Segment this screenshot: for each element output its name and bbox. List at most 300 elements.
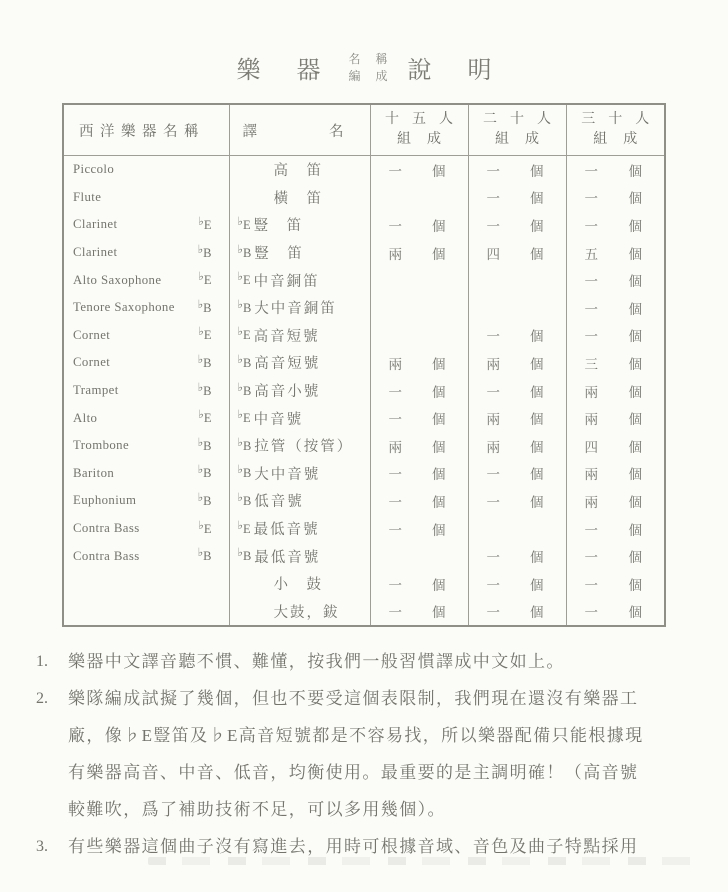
count-15	[371, 601, 468, 621]
flat-icon: ♭	[197, 491, 204, 504]
count-number: 一	[584, 329, 598, 345]
count-unit: 個	[432, 467, 446, 483]
count-number: 兩	[486, 439, 500, 455]
footnote-line: 樂隊編成試擬了幾個，但也不要受這個表限制，我們現在還沒有樂器工	[68, 689, 639, 708]
table-row	[63, 542, 665, 570]
translation-text: 橫 笛	[273, 190, 323, 207]
count-20	[469, 243, 566, 263]
flat-key-letter: E	[203, 411, 212, 426]
western-name-cell	[63, 239, 229, 267]
instrument-table-body	[63, 156, 665, 627]
instrument-english-name: Cornet	[73, 327, 111, 342]
translation-text: 高音小號	[254, 384, 321, 401]
count-unit: 個	[628, 577, 642, 593]
flat-icon: ♭	[197, 298, 204, 311]
count-number: 一	[486, 218, 500, 234]
table-row	[63, 598, 665, 627]
flat-key-letter: E	[242, 411, 251, 426]
western-name-cell	[63, 515, 229, 543]
translation-text: 高 笛	[273, 163, 323, 180]
table-row	[63, 487, 665, 515]
count-30	[567, 463, 665, 483]
count-30	[567, 381, 665, 401]
translation-cell	[229, 515, 370, 543]
flat-icon: ♭	[197, 353, 204, 366]
count-number: 一	[388, 384, 402, 400]
flat-icon: ♭	[197, 381, 204, 394]
flat-key-letter: B	[203, 245, 212, 260]
translation-text: 最低音號	[253, 522, 320, 539]
count-15	[371, 381, 468, 401]
flat-e-symbol	[238, 520, 251, 538]
flat-key-letter: B	[203, 355, 212, 370]
instrument-english-name: Cornet	[73, 355, 111, 370]
flat-icon: ♭	[237, 547, 243, 560]
footnote-number: 1.	[36, 653, 48, 670]
count-unit: 個	[432, 218, 446, 234]
count-unit: 個	[530, 577, 544, 593]
table-row	[63, 570, 665, 598]
flat-e-symbol	[198, 409, 211, 427]
count-20	[469, 215, 566, 235]
count-20	[469, 408, 566, 428]
translation-cell	[229, 184, 370, 212]
translation-cell	[229, 322, 370, 350]
count-unit: 個	[530, 384, 544, 400]
flat-b-symbol	[198, 437, 212, 455]
translation-cell	[229, 377, 370, 405]
count-unit: 個	[432, 246, 446, 262]
footnote-number: 3.	[36, 838, 48, 855]
flat-key-letter: B	[203, 466, 212, 481]
count-unit: 個	[530, 467, 544, 483]
translation-text: 最低音號	[254, 549, 321, 566]
count-unit: 個	[530, 218, 544, 234]
western-name-cell	[63, 266, 229, 294]
count-number: 一	[388, 412, 402, 428]
table-row	[63, 156, 665, 184]
cutoff-text-line	[148, 857, 692, 865]
count-number: 一	[584, 522, 598, 538]
count-number: 一	[584, 274, 598, 290]
flat-key-letter: B	[203, 300, 212, 315]
translation-cell	[229, 404, 370, 432]
instrument-english-name: Piccolo	[73, 162, 115, 177]
count-number: 一	[486, 605, 500, 621]
flat-key-letter: B	[203, 383, 212, 398]
count-number: 一	[486, 550, 500, 566]
count-number: 一	[388, 494, 402, 510]
flat-icon: ♭	[197, 464, 204, 477]
flat-icon: ♭	[198, 271, 204, 284]
flat-e-symbol	[198, 326, 211, 344]
count-unit: 個	[628, 439, 642, 455]
flat-b-symbol	[238, 437, 252, 455]
flat-icon: ♭	[237, 491, 243, 504]
count-unit: 個	[628, 467, 642, 483]
translation-cell	[229, 294, 370, 322]
count-unit: 個	[530, 329, 544, 345]
count-20	[469, 601, 566, 621]
table-row	[63, 515, 665, 543]
translation-text: 中音號	[253, 411, 304, 428]
flat-e-symbol	[238, 271, 251, 289]
count-30	[567, 519, 665, 539]
instrument-english-name: Trampet	[73, 383, 119, 398]
count-number: 一	[486, 467, 500, 483]
count-number: 一	[584, 577, 598, 593]
count-unit: 個	[628, 522, 642, 538]
count-number: 一	[584, 163, 598, 179]
count-30	[567, 298, 665, 318]
count-number: 一	[486, 384, 500, 400]
translation-cell	[229, 156, 370, 184]
count-unit: 個	[628, 191, 642, 207]
count-unit: 個	[530, 439, 544, 455]
translation-text: 大鼓，鈸	[273, 604, 340, 621]
translation-text: 拉管（按管）	[254, 439, 354, 456]
count-number: 一	[388, 218, 402, 234]
flat-icon: ♭	[198, 409, 204, 422]
flat-icon: ♭	[237, 326, 243, 339]
translation-text: 小 鼓	[273, 577, 323, 594]
flat-b-symbol	[238, 547, 252, 565]
translation-cell	[229, 211, 370, 239]
instrument-english-name: Trombone	[73, 438, 130, 453]
instrument-english-name: Contra Bass	[73, 521, 140, 536]
footnote-text	[68, 680, 702, 828]
count-number: 兩	[584, 412, 598, 428]
translation-text: 中音銅笛	[253, 273, 320, 290]
translation-text: 豎 笛	[253, 218, 304, 235]
western-name-cell	[63, 211, 229, 239]
count-number: 四	[486, 246, 500, 262]
flat-key-letter: E	[242, 521, 251, 536]
count-number: 一	[584, 301, 598, 317]
count-15	[371, 243, 468, 263]
flat-key-letter: E	[242, 328, 251, 343]
count-number: 兩	[584, 384, 598, 400]
flat-icon: ♭	[237, 243, 243, 256]
flat-e-symbol	[238, 326, 251, 344]
count-20	[469, 463, 566, 483]
count-number: 一	[486, 329, 500, 345]
western-name-cell	[63, 598, 229, 627]
instrument-english-name: Tenore Saxophone	[73, 300, 175, 315]
flat-e-symbol	[238, 216, 251, 234]
count-30	[567, 353, 665, 373]
count-number: 一	[584, 605, 598, 621]
count-number: 一	[388, 577, 402, 593]
flat-b-symbol	[238, 492, 252, 510]
count-unit: 個	[530, 191, 544, 207]
instrument-english-name: Flute	[73, 189, 102, 204]
count-20	[469, 574, 566, 594]
translation-text: 大中音銅笛	[254, 301, 337, 318]
footnote-text	[68, 643, 702, 680]
count-unit: 個	[530, 163, 544, 179]
flat-key-letter: B	[203, 493, 212, 508]
instrument-english-name: Clarinet	[73, 217, 118, 232]
count-20	[469, 546, 566, 566]
count-30	[567, 325, 665, 345]
count-15	[371, 353, 468, 373]
flat-b-symbol	[198, 382, 212, 400]
count-unit: 個	[530, 412, 544, 428]
footnote-line: 有樂器高音、中音、低音，均衡使用。最重要的是主調明確！（高音號	[68, 763, 639, 782]
flat-key-letter: B	[203, 549, 212, 564]
count-unit: 個	[530, 550, 544, 566]
flat-icon: ♭	[197, 243, 204, 256]
count-15	[371, 574, 468, 594]
count-number: 一	[486, 577, 500, 593]
flat-b-symbol	[238, 244, 252, 262]
translation-cell	[229, 349, 370, 377]
count-number: 兩	[388, 246, 402, 262]
table-row	[63, 239, 665, 267]
count-unit: 個	[432, 412, 446, 428]
count-number: 三	[584, 356, 598, 372]
count-number: 兩	[486, 412, 500, 428]
flat-key-letter: B	[203, 438, 212, 453]
instrument-english-name: Euphonium	[73, 493, 137, 508]
instrument-english-name: Alto	[73, 410, 98, 425]
count-20	[469, 353, 566, 373]
western-name-cell	[63, 156, 229, 184]
count-number: 兩	[388, 439, 402, 455]
table-header-row	[63, 104, 665, 156]
count-unit: 個	[628, 412, 642, 428]
footnotes	[36, 643, 702, 865]
title-small-bottom: 編成	[348, 68, 403, 83]
western-name-cell	[63, 322, 229, 350]
footnote-line: 較難吹，爲了補助技術不足，可以多用幾個）。	[68, 800, 446, 819]
count-number: 兩	[584, 467, 598, 483]
count-unit: 個	[432, 384, 446, 400]
count-unit: 個	[628, 274, 642, 290]
western-name-cell	[63, 404, 229, 432]
count-unit: 個	[628, 356, 642, 372]
count-number: 兩	[486, 356, 500, 372]
count-30	[567, 601, 665, 621]
flat-e-symbol	[198, 216, 211, 234]
translation-cell	[229, 460, 370, 488]
flat-key-letter: B	[242, 466, 252, 481]
flat-b-symbol	[238, 464, 252, 482]
table-row	[63, 294, 665, 322]
title-main-left: 樂器	[236, 57, 357, 84]
translation-cell	[229, 487, 370, 515]
table-row	[63, 184, 665, 212]
flat-key-letter: B	[242, 245, 252, 260]
count-unit: 個	[530, 605, 544, 621]
count-30	[567, 491, 665, 511]
western-name-cell	[63, 294, 229, 322]
col-header-group-20: 二十人 組成	[468, 104, 566, 156]
flat-icon: ♭	[237, 409, 243, 422]
footnote-line: 樂器中文譯音聽不慣、難懂，按我們一般習慣譯成中文如上。	[68, 652, 565, 671]
instrument-english-name: Alto Saxophone	[73, 272, 162, 287]
translation-cell	[229, 542, 370, 570]
flat-b-symbol	[238, 354, 252, 372]
count-15	[371, 519, 468, 539]
count-number: 四	[584, 439, 598, 455]
flat-key-letter: E	[203, 217, 212, 232]
western-name-cell	[63, 184, 229, 212]
flat-icon: ♭	[198, 326, 204, 339]
count-unit: 個	[530, 356, 544, 372]
footnote-line: 有些樂器這個曲子沒有寫進去，用時可根據音域、音色及曲子特點採用	[68, 837, 639, 856]
flat-b-symbol	[238, 382, 252, 400]
count-20	[469, 187, 566, 207]
count-30	[567, 270, 665, 290]
western-name-cell	[63, 432, 229, 460]
flat-icon: ♭	[237, 298, 243, 311]
flat-b-symbol	[198, 354, 212, 372]
table-row	[63, 432, 665, 460]
table-row	[63, 349, 665, 377]
count-30	[567, 160, 665, 180]
count-30	[567, 243, 665, 263]
col-header-western-name-label: 西洋樂器名稱	[79, 123, 205, 140]
title-main-right: 說明	[407, 57, 528, 84]
count-30	[567, 408, 665, 428]
flat-icon: ♭	[237, 436, 243, 449]
flat-key-letter: E	[203, 328, 212, 343]
title-subtitle-stack	[348, 51, 403, 83]
translation-cell	[229, 570, 370, 598]
flat-e-symbol	[198, 271, 211, 289]
count-number: 一	[388, 605, 402, 621]
western-name-cell	[63, 542, 229, 570]
count-20	[469, 491, 566, 511]
translation-cell	[229, 432, 370, 460]
instrument-table	[62, 103, 666, 627]
count-unit: 個	[628, 246, 642, 262]
count-number: 兩	[584, 494, 598, 510]
table-row	[63, 211, 665, 239]
count-unit: 個	[432, 522, 446, 538]
count-unit: 個	[628, 605, 642, 621]
flat-b-symbol	[198, 299, 212, 317]
flat-icon: ♭	[197, 436, 204, 449]
count-30	[567, 187, 665, 207]
flat-b-symbol	[198, 492, 212, 510]
flat-icon: ♭	[237, 519, 243, 532]
flat-e-symbol	[238, 409, 251, 427]
flat-key-letter: B	[242, 355, 252, 370]
table-row	[63, 266, 665, 294]
flat-icon: ♭	[237, 381, 243, 394]
count-unit: 個	[628, 494, 642, 510]
translation-text: 大中音號	[254, 466, 321, 483]
flat-b-symbol	[198, 547, 212, 565]
count-number: 一	[584, 191, 598, 207]
flat-icon: ♭	[237, 353, 243, 366]
count-number: 一	[388, 522, 402, 538]
western-name-cell	[63, 377, 229, 405]
flat-icon: ♭	[198, 519, 204, 532]
count-30	[567, 546, 665, 566]
table-row	[63, 460, 665, 488]
flat-icon: ♭	[237, 271, 243, 284]
count-unit: 個	[432, 577, 446, 593]
col-header-translation-char1: 譯	[242, 123, 257, 140]
count-30	[567, 215, 665, 235]
flat-b-symbol	[198, 464, 212, 482]
count-unit: 個	[628, 384, 642, 400]
count-15	[371, 160, 468, 180]
col-header-western-name	[63, 104, 229, 156]
count-unit: 個	[530, 246, 544, 262]
flat-key-letter: B	[242, 549, 252, 564]
count-20	[469, 381, 566, 401]
flat-key-letter: E	[242, 217, 251, 232]
count-number: 五	[584, 246, 598, 262]
col-header-group-15: 十五人 組成	[370, 104, 468, 156]
title-small-top: 名稱	[348, 51, 403, 66]
footnote-line: 廠，像♭E豎笛及♭E高音短號都是不容易找，所以樂器配備只能根據現	[68, 726, 644, 745]
table-row	[63, 377, 665, 405]
western-name-cell	[63, 349, 229, 377]
count-unit: 個	[628, 218, 642, 234]
western-name-cell	[63, 460, 229, 488]
count-unit: 個	[628, 550, 642, 566]
flat-key-letter: B	[242, 383, 252, 398]
footnote	[36, 643, 702, 680]
footnote-number: 2.	[36, 690, 48, 707]
translation-text: 高音短號	[254, 356, 321, 373]
count-15	[371, 215, 468, 235]
count-unit: 個	[628, 329, 642, 345]
translation-cell	[229, 239, 370, 267]
count-20	[469, 160, 566, 180]
flat-b-symbol	[198, 244, 212, 262]
count-20	[469, 325, 566, 345]
col-header-group-30: 三十人 組成	[566, 104, 665, 156]
flat-key-letter: E	[203, 521, 212, 536]
col-header-translation	[229, 104, 370, 156]
flat-key-letter: E	[203, 273, 212, 288]
western-name-cell	[63, 487, 229, 515]
count-number: 一	[388, 467, 402, 483]
table-row	[63, 404, 665, 432]
count-15	[371, 491, 468, 511]
translation-text: 低音號	[254, 494, 304, 511]
count-15	[371, 436, 468, 456]
count-unit: 個	[432, 605, 446, 621]
flat-e-symbol	[198, 520, 211, 538]
count-unit: 個	[432, 163, 446, 179]
instrument-english-name: Contra Bass	[73, 548, 140, 563]
instrument-english-name: Bariton	[73, 465, 115, 480]
flat-icon: ♭	[198, 215, 204, 228]
count-number: 一	[584, 550, 598, 566]
count-unit: 個	[432, 356, 446, 372]
flat-key-letter: B	[242, 438, 252, 453]
count-30	[567, 574, 665, 594]
count-unit: 個	[530, 494, 544, 510]
flat-icon: ♭	[237, 215, 243, 228]
count-15	[371, 408, 468, 428]
count-unit: 個	[628, 301, 642, 317]
flat-icon: ♭	[237, 464, 243, 477]
count-number: 兩	[388, 356, 402, 372]
translation-cell	[229, 266, 370, 294]
table-row	[63, 322, 665, 350]
western-name-cell	[63, 570, 229, 598]
count-number: 一	[388, 163, 402, 179]
